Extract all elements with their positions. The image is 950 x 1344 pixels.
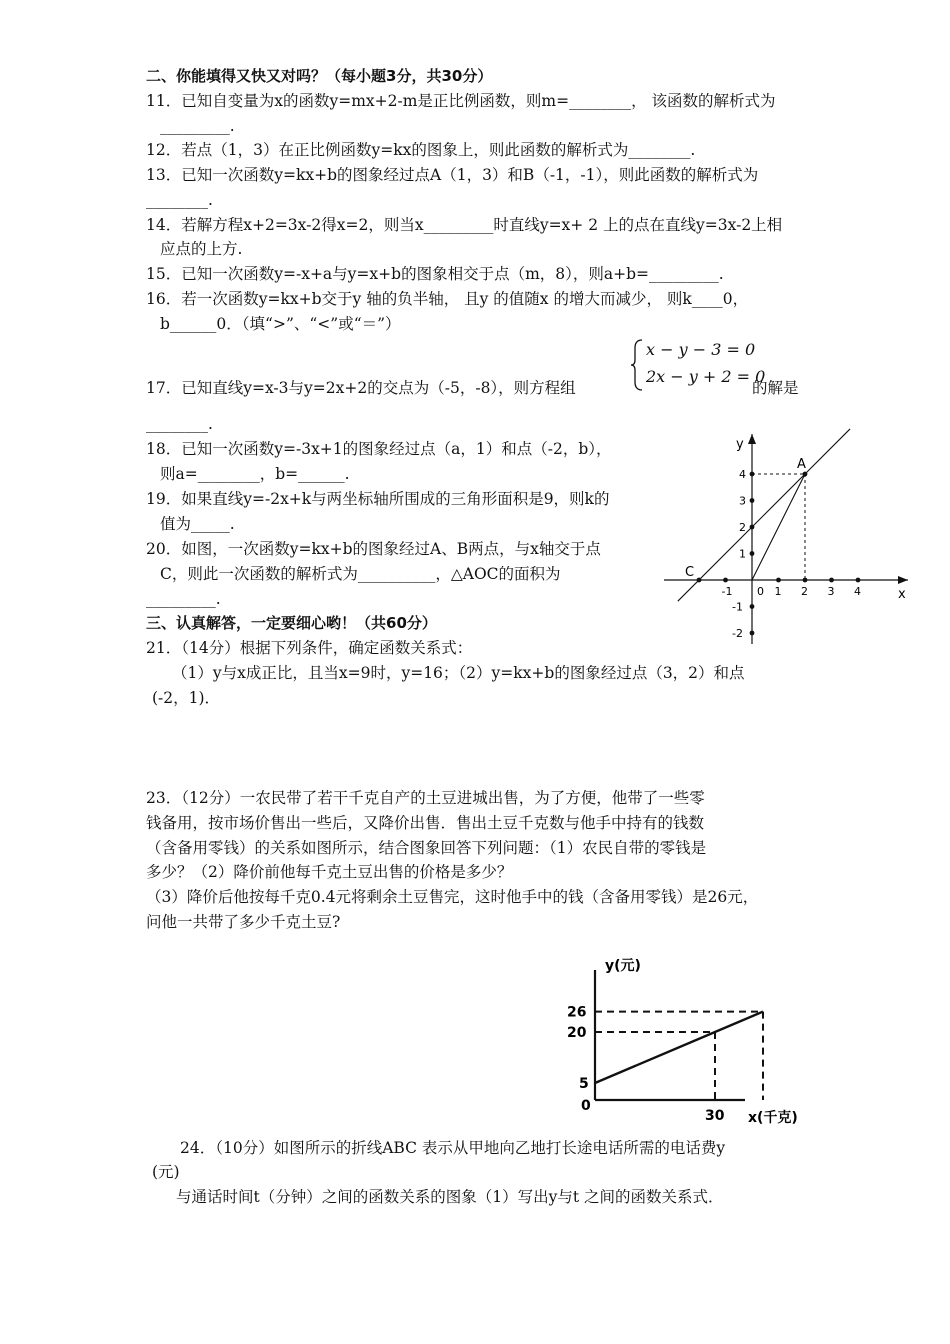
- question-20-line-3: _________.: [146, 590, 221, 608]
- y-tick-dot: [750, 551, 755, 556]
- y-tick-label: 4: [739, 468, 746, 481]
- question-21-line-1: 21．（14分）根据下列条件，确定函数关系式：: [146, 639, 473, 657]
- question-24-line-3: 与通话时间t（分钟）之间的函数关系的图象（1）写出y与t 之间的函数关系式．: [176, 1188, 724, 1206]
- question-17-line-1-tail: 的解是: [752, 379, 799, 397]
- point-label-a: A: [797, 457, 806, 472]
- question-21-line-3: (-2，1)．: [152, 689, 221, 707]
- question-12-line-1: 12．若点（1，3）在正比例函数y=kx的图象上，则此函数的解析式为________.: [146, 141, 696, 159]
- question-18-line-1: 18．已知一次函数y=-3x+1的图象经过点（a，1）和点（-2，b），: [146, 440, 612, 458]
- question-23-line-1: 23．（12分）一农民带了若干千克自产的土豆进城出售，为了方便，他带了一些零: [146, 789, 705, 807]
- x-axis-label: x(千克): [748, 1110, 798, 1126]
- point-a: [803, 472, 808, 477]
- question-16-line-2: b______0．（填“>”、“<”或“＝”）: [160, 315, 401, 333]
- y-tick-label: 5: [579, 1076, 589, 1092]
- question-23-line-5: （3）降价后他按每千克0.4元将剩余土豆售完，这时他手中的钱（含备用零钱）是26元，: [146, 888, 759, 906]
- question-15-line-1: 15．已知一次函数y=-x+a与y=x+b的图象相交于点（m，8），则a+b=_________.: [146, 265, 724, 283]
- y-tick-label: 2: [739, 521, 746, 534]
- question-13-line-2: ________.: [146, 191, 213, 209]
- y-tick-label: -2: [732, 627, 743, 640]
- x-tick-dot: [856, 578, 861, 583]
- question-14-line-1: 14．若解方程x+2=3x-2得x=2，则当x_________时直线y=x+ 2 上的点在直线y=3x-2上相: [146, 216, 783, 234]
- question-20-line-1: 20．如图，一次函数y=kx+b的图象经过A、B两点，与x轴交于点: [146, 540, 601, 558]
- x-axis-label: x: [898, 587, 906, 602]
- point-c: [697, 578, 702, 583]
- question-21-line-2: （1）y与x成正比，且当x=9时，y=16；（2）y=kx+b的图象经过点（3，2）和点: [172, 664, 745, 682]
- origin-label: 0: [757, 585, 764, 598]
- x-tick-label: 1: [774, 585, 782, 598]
- money-graph: [560, 950, 810, 1130]
- question-23-line-2: 钱备用，按市场价售出一些后，又降价出售．售出土豆千克数与他手中持有的钱数: [146, 814, 705, 832]
- x-tick-dot: [829, 578, 834, 583]
- question-24-line-2: (元): [152, 1163, 180, 1181]
- x-tick-label: 4: [854, 585, 861, 598]
- question-23-line-4: 多少？（2）降价前他每千克土豆出售的价格是多少？: [146, 863, 513, 881]
- origin-label: 0: [581, 1098, 591, 1114]
- question-17-line-1: 17．已知直线y=x-3与y=2x+2的交点为（-5，-8），则方程组: [146, 379, 576, 397]
- coordinate-graph: [660, 420, 920, 650]
- question-14-line-2: 应点的上方.: [160, 240, 243, 258]
- question-17-line-2: ________.: [146, 415, 213, 433]
- question-18-line-2: 则a=________，b=______.: [160, 465, 350, 483]
- x-tick-label: -1: [721, 585, 733, 598]
- system-equation-1: x − y − 3 = 0: [646, 340, 756, 359]
- y-tick-label: 26: [567, 1004, 587, 1021]
- x-tick-label: 3: [827, 585, 835, 598]
- y-tick-dot: [750, 604, 755, 609]
- x-axis-arrow-icon: [898, 576, 908, 584]
- x-tick-label: 30: [705, 1108, 725, 1124]
- question-19-line-1: 19．如果直线y=-2x+k与两坐标轴所围成的三角形面积是9，则k的: [146, 490, 610, 508]
- y-tick-dot: [750, 631, 755, 636]
- question-23-line-6: 问他一共带了多少千克土豆?: [146, 913, 341, 931]
- line-ca: [678, 429, 850, 601]
- money-line: [595, 1012, 763, 1083]
- question-11-line-1: 11．已知自变量为x的函数y=mx+2-m是正比例函数，则m=________， 该函数的解析式为: [146, 92, 776, 110]
- section-3-title: 三、认真解答，一定要细心哟！（共60分）: [146, 614, 437, 632]
- system-brace-icon: [630, 338, 644, 392]
- line-oa: [752, 474, 805, 580]
- question-24-line-1: 24．（10分）如图所示的折线ABC 表示从甲地向乙地打长途电话所需的电话费y: [180, 1139, 726, 1157]
- y-tick-label: 3: [739, 494, 746, 508]
- y-axis-arrow-icon: [748, 434, 756, 444]
- point-label-c: C: [685, 565, 695, 580]
- x-tick-label: 2: [801, 585, 808, 598]
- question-20-line-2: C，则此一次函数的解析式为__________，△AOC的面积为: [160, 565, 561, 583]
- question-23-line-3: （含备用零钱）的关系如图所示，结合图象回答下列问题：（1）农民自带的零钱是: [146, 839, 707, 857]
- y-axis-label: y(元): [605, 958, 641, 974]
- y-axis-label: y: [736, 437, 744, 452]
- y-tick-label: -1: [732, 600, 743, 614]
- x-tick-dot: [723, 578, 728, 583]
- question-19-line-2: 值为_____.: [160, 515, 235, 533]
- question-13-line-1: 13．已知一次函数y=kx+b的图象经过点A（1，3）和B（-1，-1），则此函数的解析式为: [146, 166, 759, 184]
- y-tick-label: 20: [567, 1025, 587, 1041]
- question-11-line-2: _________.: [160, 117, 235, 135]
- system-equation-2: 2x − y + 2 = 0: [646, 367, 766, 386]
- x-tick-dot: [776, 578, 781, 583]
- y-tick-dot: [750, 498, 755, 503]
- question-16-line-1: 16．若一次函数y=kx+b交于y 轴的负半轴， 且y 的值随x 的增大而减少， 则k____0，: [146, 290, 749, 308]
- y-tick-label: 1: [739, 547, 746, 561]
- section-2-title: 二、你能填得又快又对吗？（每小题3分，共30分）: [146, 67, 493, 85]
